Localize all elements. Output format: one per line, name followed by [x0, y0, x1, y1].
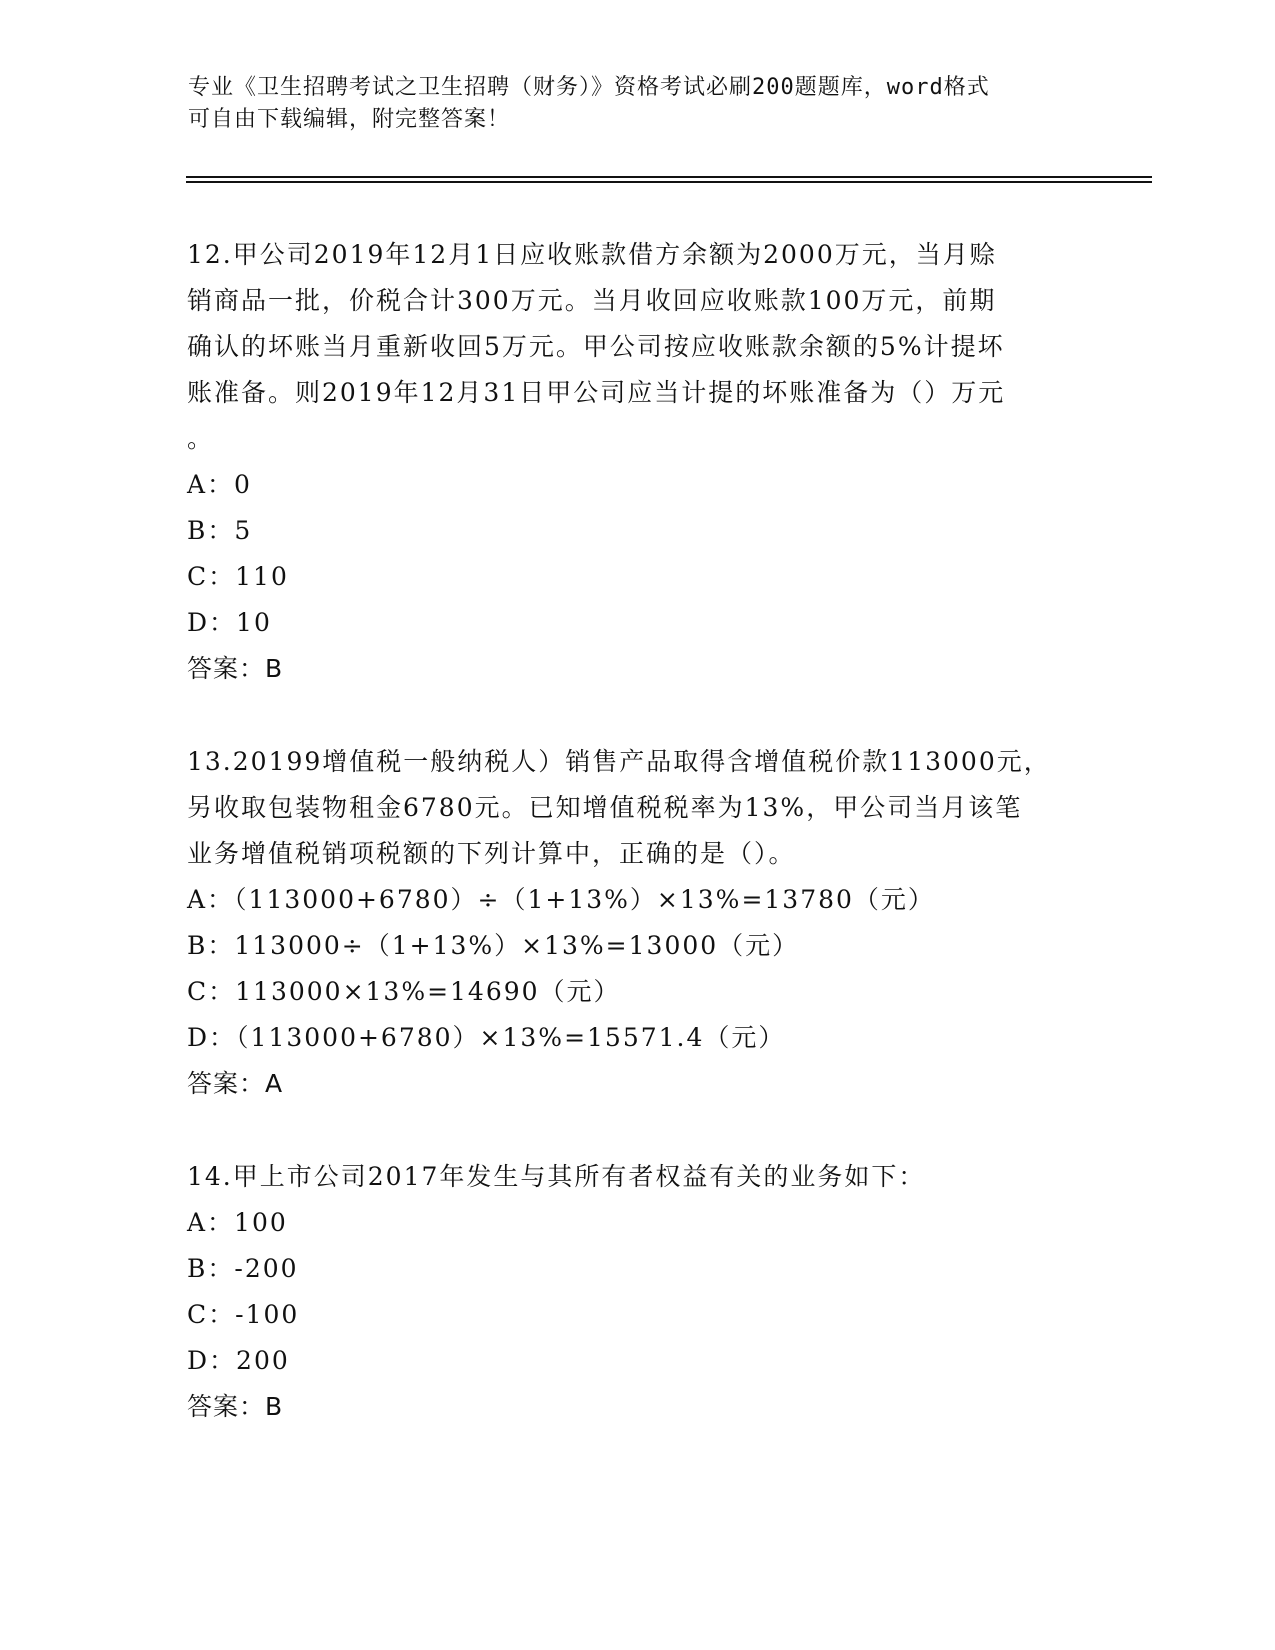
answer: 答案：B	[187, 654, 284, 683]
option-c: C：110	[187, 562, 289, 591]
stem-line: 12.甲公司2019年12月1日应收账款借方余额为2000万元，当月赊	[187, 240, 997, 269]
stem-line: 14.甲上市公司2017年发生与其所有者权益有关的业务如下：	[187, 1162, 926, 1191]
stem-line: 账准备。则2019年12月31日甲公司应当计提的坏账准备为（）万元	[187, 378, 1006, 407]
question-stem	[187, 739, 1087, 877]
header-divider-top	[186, 176, 1152, 178]
option-b: B：113000÷（1+13%）×13%=13000（元）	[187, 931, 800, 960]
stem-line: 业务增值税销项税额的下列计算中，正确的是（）。	[187, 839, 796, 868]
option-c: C：-100	[187, 1300, 300, 1329]
option-c: C：113000×13%=14690（元）	[187, 977, 621, 1006]
header-divider-bottom	[186, 181, 1152, 183]
stem-line: 确认的坏账当月重新收回5万元。甲公司按应收账款余额的5%计提坏	[187, 332, 1005, 361]
document-header	[188, 72, 1088, 136]
option-b: B：-200	[187, 1254, 299, 1283]
stem-line: 另收取包装物租金6780元。已知增值税税率为13%，甲公司当月该笔	[187, 793, 1023, 822]
stem-line: 销商品一批，价税合计300万元。当月收回应收账款100万元，前期	[187, 286, 997, 315]
option-a: A：0	[187, 470, 252, 499]
answer: 答案：A	[187, 1069, 284, 1098]
question-stem	[187, 1154, 1087, 1200]
question-14	[187, 1154, 1087, 1430]
option-b: B：5	[187, 516, 253, 545]
header-line-2: 可自由下载编辑，附完整答案！	[188, 107, 511, 132]
question-stem	[187, 232, 1087, 462]
answer: 答案：B	[187, 1392, 284, 1421]
option-d: D：200	[187, 1346, 290, 1375]
option-a: A：（113000+6780）÷（1+13%）×13%=13780（元）	[187, 885, 935, 914]
option-d: D：（113000+6780）×13%=15571.4（元）	[187, 1023, 786, 1052]
question-12	[187, 232, 1087, 692]
question-13	[187, 739, 1087, 1107]
question-list	[187, 232, 1087, 1477]
header-line-1: 专业《卫生招聘考试之卫生招聘（财务）》资格考试必刷200题题库，word格式	[188, 75, 990, 100]
stem-line: 13.20199增值税一般纳税人）销售产品取得含增值税价款113000元，	[187, 747, 1051, 776]
option-a: A：100	[187, 1208, 288, 1237]
option-d: D：10	[187, 608, 272, 637]
stem-line: 。	[187, 424, 215, 453]
